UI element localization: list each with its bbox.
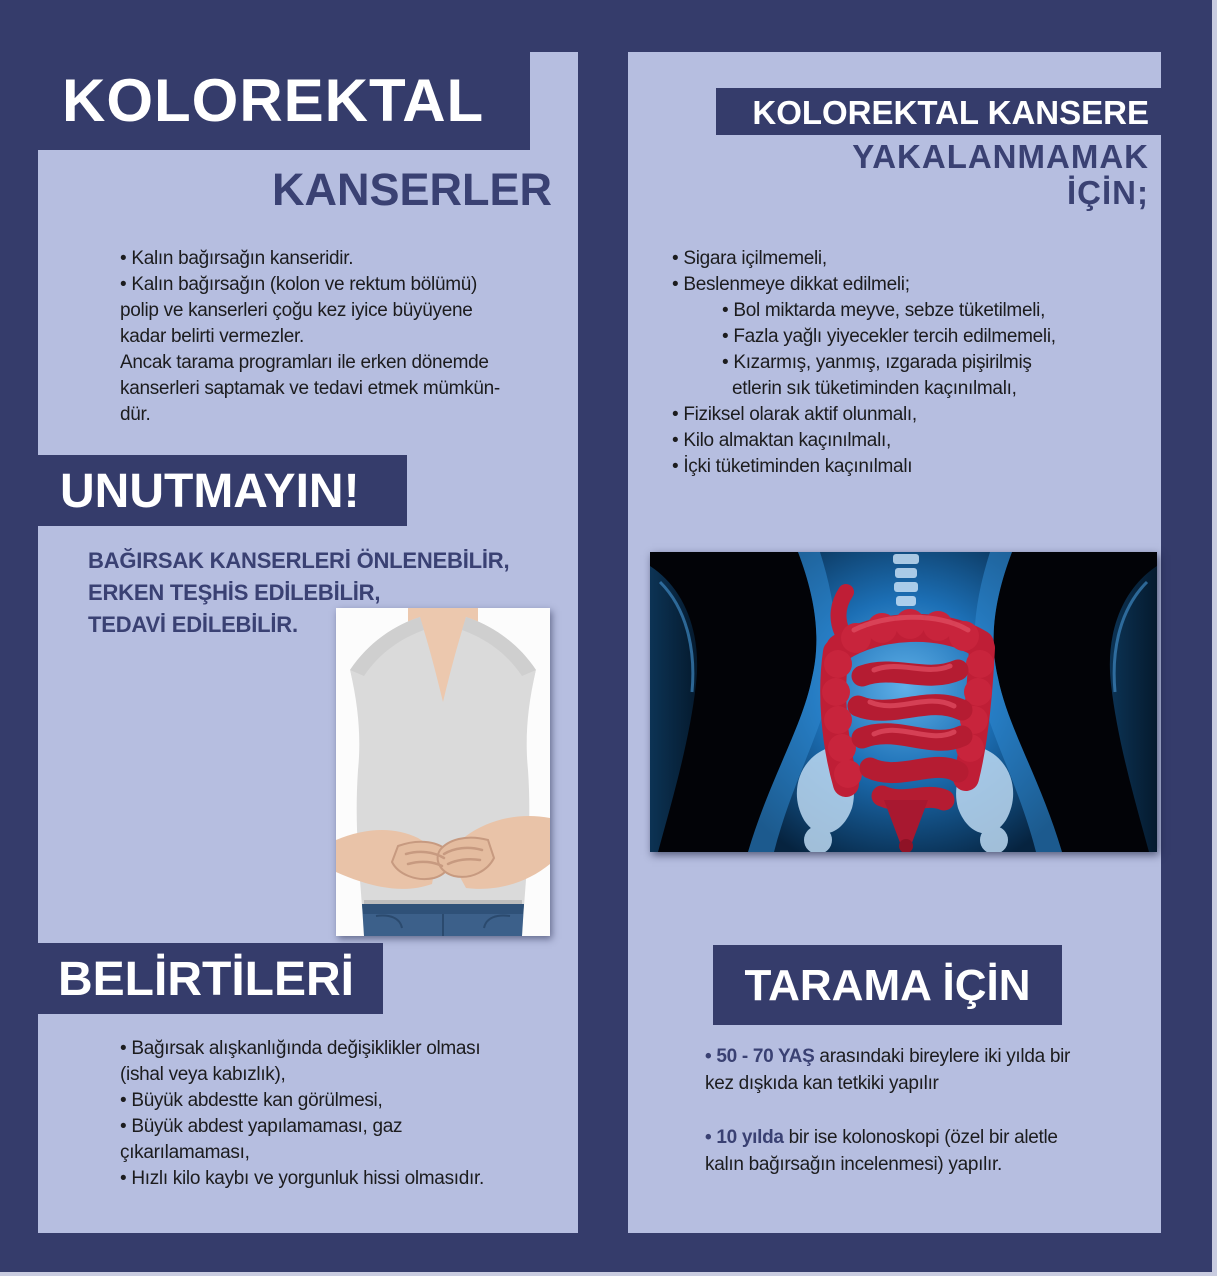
symptom-line: (ishal veya kabızlık), — [120, 1064, 286, 1085]
prevention-subline: • Kızarmış, yanmış, ızgarada pişirilmiş — [722, 352, 1032, 373]
prevention-line: • Sigara içilmemeli, — [672, 248, 827, 269]
screening-text: arasındaki bireylere iki yılda bir — [814, 1046, 1071, 1067]
prevention-subline: etlerin sık tüketiminden kaçınılmalı, — [732, 378, 1017, 399]
symptom-line: çıkarılamaması, — [120, 1142, 250, 1163]
page-edge-right — [1212, 0, 1217, 1276]
right-title-band: KOLOREKTAL KANSERE — [716, 88, 1161, 135]
screening-item-2 — [705, 1124, 1058, 1178]
remember-line: BAĞIRSAK KANSERLERİ ÖNLENEBİLİR, — [88, 548, 510, 573]
prevention-list — [672, 246, 1056, 480]
symptoms-text — [120, 1036, 484, 1192]
remember-line: TEDAVİ EDİLEBİLİR. — [88, 612, 298, 637]
symptoms-band: BELİRTİLERİ — [0, 943, 383, 1014]
left-title-band: KOLOREKTAL — [0, 45, 530, 150]
right-subtitle-line2: İÇİN; — [1067, 174, 1149, 211]
screening-line — [705, 1043, 1070, 1070]
screening-highlight: • 50 - 70 YAŞ — [705, 1046, 815, 1067]
intro-line: • Kalın bağırsağın (kolon ve rektum bölümü) — [120, 274, 478, 295]
symptom-line: • Hızlı kilo kaybı ve yorgunluk hissi olmasıdır. — [120, 1168, 484, 1189]
intestine-xray-photo — [650, 552, 1157, 852]
prevention-subline: • Bol miktarda meyve, sebze tüketilmeli, — [722, 300, 1046, 321]
intro-line: kadar belirti vermezler. — [120, 326, 304, 347]
left-subtitle: KANSERLER — [271, 164, 552, 215]
symptom-line: • Bağırsak alışkanlığında değişiklikler olması — [120, 1038, 481, 1059]
intro-line: dür. — [120, 404, 151, 425]
intro-line: • Kalın bağırsağın kanseridir. — [120, 248, 354, 269]
remember-band: UNUTMAYIN! — [0, 455, 407, 526]
screening-text: bir ise kolonoskopi (özel bir aletle — [783, 1127, 1058, 1148]
screening-line: kalın bağırsağın incelenmesi) yapılır. — [705, 1154, 1002, 1175]
prevention-line: • Kilo almaktan kaçınılmalı, — [672, 430, 891, 451]
woman-stomach-photo — [336, 608, 550, 936]
prevention-subline: • Fazla yağlı yiyecekler tercih edilmemeli, — [722, 326, 1056, 347]
right-subtitle-line1: YAKALANMAMAK — [852, 138, 1149, 175]
remember-line: ERKEN TEŞHİS EDİLEBİLİR, — [88, 580, 381, 605]
screening-item-1 — [705, 1043, 1070, 1097]
screening-band: TARAMA İÇİN — [713, 945, 1062, 1025]
intro-line: polip ve kanserleri çoğu kez iyice büyüyene — [120, 300, 473, 321]
intro-line: kanserleri saptamak ve tedavi etmek mümkün- — [120, 378, 500, 399]
prevention-line: • İçki tüketiminden kaçınılmalı — [672, 456, 913, 477]
prevention-line: • Fiziksel olarak aktif olunmalı, — [672, 404, 917, 425]
intro-line: Ancak tarama programları ile erken dönemde — [120, 352, 489, 373]
intro-text — [120, 246, 500, 428]
woman-stomach-illustration — [336, 608, 550, 936]
prevention-line: • Beslenmeye dikkat edilmeli; — [672, 274, 910, 295]
screening-highlight: • 10 yılda — [705, 1127, 784, 1148]
page-edge-bottom — [0, 1272, 1217, 1276]
screening-line — [705, 1124, 1058, 1151]
intestine-xray-illustration — [650, 552, 1157, 852]
symptom-line: • Büyük abdestte kan görülmesi, — [120, 1090, 383, 1111]
symptom-line: • Büyük abdest yapılamaması, gaz — [120, 1116, 403, 1137]
screening-line: kez dışkıda kan tetkiki yapılır — [705, 1073, 939, 1094]
